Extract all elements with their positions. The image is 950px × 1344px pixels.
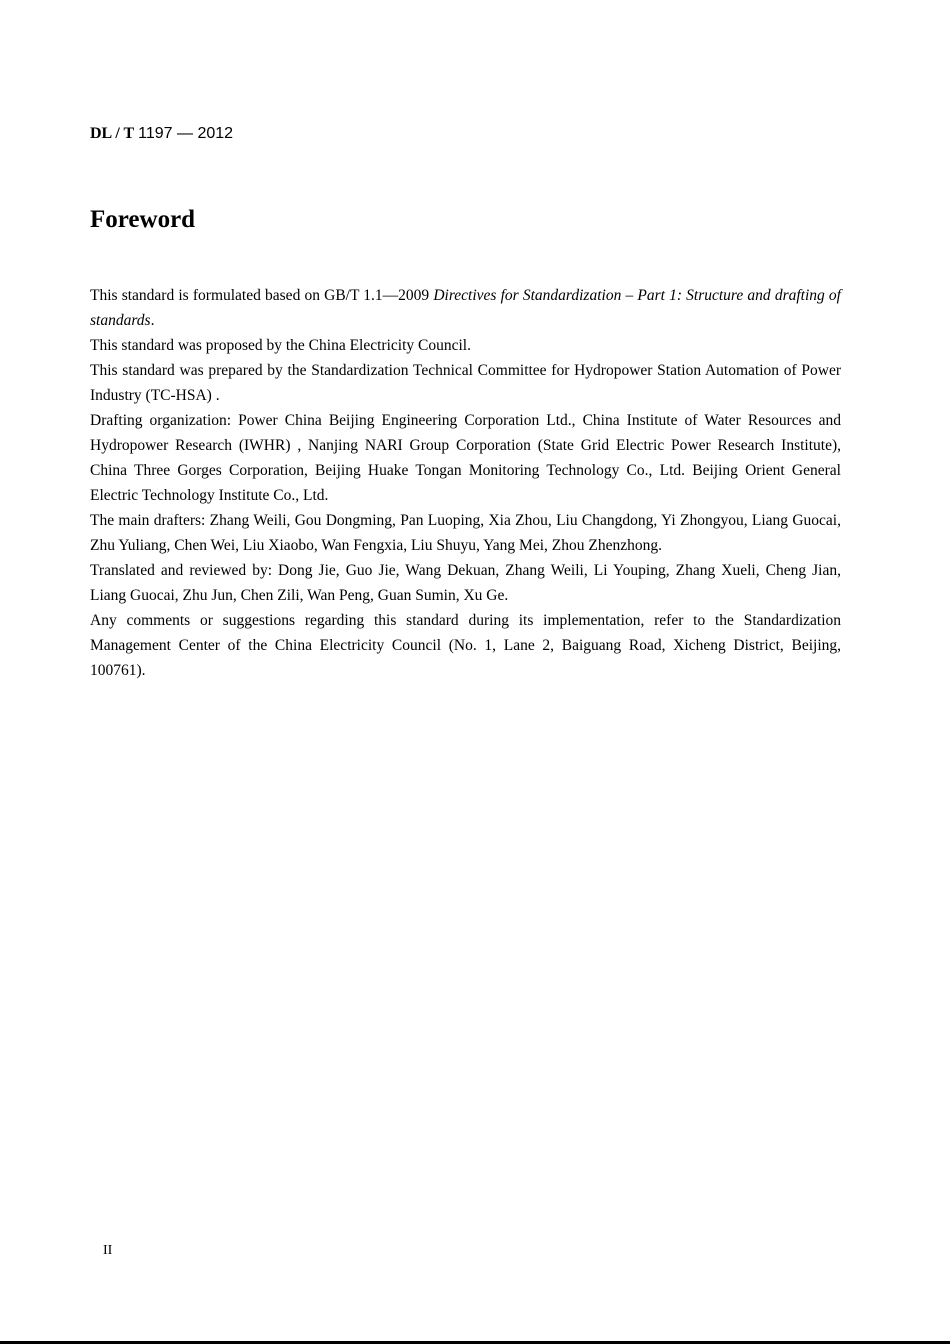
foreword-body: [90, 283, 841, 683]
paragraph-proposed-by: This standard was proposed by the China Electricity Council.: [90, 337, 471, 354]
standard-code-header: [90, 124, 233, 144]
paragraph-main-drafters: The main drafters: Zhang Weili, Gou Dongming, Pan Luoping, Xia Zhou, Liu Changdong, Yi Zhongyou, Liang Guocai, Zhu Yuliang, Chen Wei, Liu Xiaobo, Wan Fengxia, Liu Shuyu, Yang Mei, Zhou Zhenzhong.: [90, 512, 841, 554]
standard-code-number: 1197 — 2012: [138, 125, 234, 142]
paragraph-comments: Any comments or suggestions regarding this standard during its implementation, refer to the Standardization Management Center of the China Electricity Council (No. 1, Lane 2, Baiguang Road, Xicheng District, Beijing, 100761).: [90, 612, 841, 679]
page-number: II: [103, 1243, 113, 1258]
paragraph-drafting-organization: Drafting organization: Power China Beijing Engineering Corporation Ltd., China Institute of Water Resources and Hydropower Research (IWHR) , Nanjing NARI Group Corporation (State Grid Electric Power Research Institute), China Three Gorges Corporation, Beijing Huake Tongan Monitoring Technology Co., Ltd. Beijing Orient General Electric Technology Institute Co., Ltd.: [90, 412, 841, 504]
paragraph-basis-end: .: [150, 312, 155, 329]
paragraph-prepared-by: This standard was prepared by the Standardization Technical Committee for Hydropower Station Automation of Power Industry (TC-HSA) .: [90, 362, 841, 404]
standard-code-prefix: DL / T: [90, 125, 135, 142]
paragraph-basis: [90, 283, 841, 333]
paragraph-basis-lead: This standard is formulated based on GB/T 1.1—2009: [90, 287, 434, 304]
paragraph-translators: Translated and reviewed by: Dong Jie, Guo Jie, Wang Dekuan, Zhang Weili, Li Youping, Zhang Xueli, Cheng Jian, Liang Guocai, Zhu Jun, Chen Zili, Wan Peng, Guan Sumin, Xu Ge.: [90, 562, 841, 604]
referenced-standard-title: Directives for Standardization – Part 1: Structure and drafting of standards: [90, 287, 841, 329]
page-title: Foreword: [90, 206, 196, 233]
